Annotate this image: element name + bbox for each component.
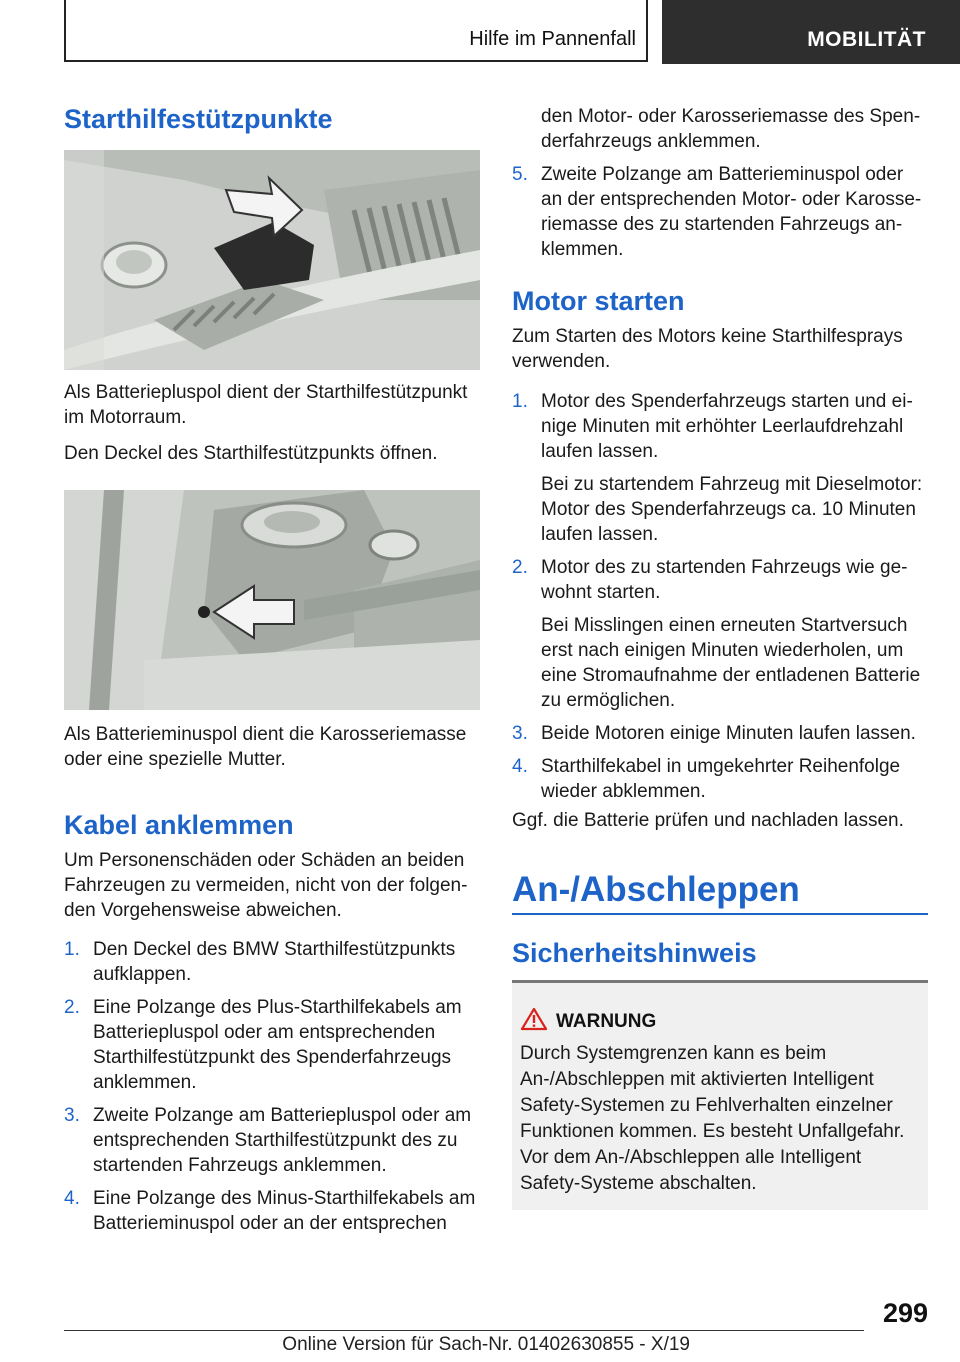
- step-text: Motor des zu startenden Fahrzeugs wie gewohnt starten.: [541, 557, 908, 603]
- step4-continuation: den Motor- oder Karosseriemasse des Spenderfahrzeugs anklemmen.: [541, 106, 921, 152]
- warning-box: [512, 980, 928, 1210]
- list-item: [512, 555, 928, 713]
- footer-online-version: Online Version für Sach-Nr. 01402630855 - X/19: [282, 1334, 690, 1355]
- para-batteriepluspol: Als Batteriepluspol dient der Starthilfestützpunkt im Motorraum.: [64, 382, 468, 428]
- para-motor-intro: Zum Starten des Motors keine Starthilfesprays verwenden.: [512, 326, 903, 372]
- header-chapter-tab: [662, 0, 960, 64]
- step-text: Starthilfekabel in umgekehrter Reihenfolge wieder abklemmen.: [541, 756, 901, 802]
- warning-title: WARNUNG: [556, 1011, 657, 1032]
- list-item: [64, 1186, 480, 1236]
- list-kabel-steps-cont: [512, 162, 928, 270]
- step-number: 5.: [512, 164, 528, 185]
- header-chapter-title: MOBILITÄT: [807, 28, 926, 51]
- heading-starthilfestuetzpunkte: Starthilfestützpunkte: [64, 104, 333, 134]
- step-text: Eine Polzange des Plus-Starthilfekabels am Batteriepluspol oder am entsprechenden Starthilfestützpunkt des Spenderfahrzeugs anklemmen.: [93, 997, 462, 1093]
- list-item: [512, 389, 928, 547]
- heading-rule: [512, 913, 928, 915]
- heading-sicherheitshinweis: Sicherheitshinweis: [512, 938, 757, 968]
- step-number: 3.: [64, 1105, 80, 1126]
- para-kabel-intro: Um Personenschäden oder Schäden an beiden Fahrzeugen zu vermeiden, nicht von der folgenden Vorgehensweise abweichen.: [64, 850, 468, 921]
- list-kabel-steps: [64, 937, 480, 1244]
- step-text: Beide Motoren einige Minuten laufen lassen.: [541, 723, 916, 744]
- step-number: 2.: [512, 557, 528, 578]
- para-motor-outro: Ggf. die Batterie prüfen und nachladen lassen.: [512, 810, 904, 831]
- heading-an-abschleppen: An-/Abschleppen: [512, 870, 800, 909]
- para-batterieminuspol: Als Batterieminuspol dient die Karosseriemasse oder eine spezielle Mutter.: [64, 724, 467, 770]
- step-number: 2.: [64, 997, 80, 1018]
- page-number: 299: [882, 1298, 928, 1328]
- warning-text: Durch Systemgrenzen kann es beim An-/Abschleppen mit aktivierten Intelligent Safety-Systemen zu Fehlverhalten einzelner Funktionen kommen. Es besteht Unfallgefahr. Vor dem An-/Abschleppen alle Intelligent Safety-Systeme abschalten.: [520, 1043, 905, 1194]
- para-deckel-oeffnen: Den Deckel des Starthilfestützpunkts öffnen.: [64, 443, 438, 464]
- header-section-title: Hilfe im Pannenfall: [469, 28, 636, 50]
- step-text: Eine Polzange des Minus-Starthilfekabels am Batterieminuspol oder an der entsprechen: [93, 1188, 476, 1234]
- figure-ground-point: [64, 490, 480, 710]
- step-text: Zweite Polzange am Batterieminuspol oder an der entsprechenden Motor- oder Karosseriemasse des zu startenden Fahrzeugs anklemmen.: [541, 164, 922, 260]
- warning-triangle-icon: [520, 1007, 548, 1036]
- step-number: 4.: [64, 1188, 80, 1209]
- header-section-tab: [64, 0, 648, 62]
- list-item: [512, 162, 928, 262]
- list-item: [64, 937, 480, 987]
- step-note: Bei zu startendem Fahrzeug mit Dieselmotor: Motor des Spenderfahrzeugs ca. 10 Minuten laufen lassen.: [541, 474, 923, 545]
- figure-jump-start-terminal: [64, 150, 480, 370]
- list-motor-steps: [512, 389, 928, 812]
- list-item: [64, 1103, 480, 1178]
- page-header: [0, 0, 960, 66]
- list-item: [512, 721, 928, 746]
- heading-kabel-anklemmen: Kabel anklemmen: [64, 810, 294, 840]
- step-text: Den Deckel des BMW Starthilfestützpunkts aufklappen.: [93, 939, 456, 985]
- step-number: 1.: [512, 391, 528, 412]
- footer-rule: [64, 1330, 864, 1331]
- step-number: 4.: [512, 756, 528, 777]
- heading-motor-starten: Motor starten: [512, 286, 685, 316]
- list-item: [64, 995, 480, 1095]
- step-text: Zweite Polzange am Batteriepluspol oder am entsprechenden Starthilfestützpunkt des zu startenden Fahrzeugs anklemmen.: [93, 1105, 472, 1176]
- step-number: 1.: [64, 939, 80, 960]
- list-item: [512, 754, 928, 804]
- step-number: 3.: [512, 723, 528, 744]
- step-note: Bei Misslingen einen erneuten Startversuch erst nach einigen Minuten wiederholen, um eine Stromaufnahme der entladenen Batterie zu ermöglichen.: [541, 615, 921, 711]
- step-text: Motor des Spenderfahrzeugs starten und einige Minuten mit erhöhter Leerlaufdrehzahl laufen lassen.: [541, 391, 913, 462]
